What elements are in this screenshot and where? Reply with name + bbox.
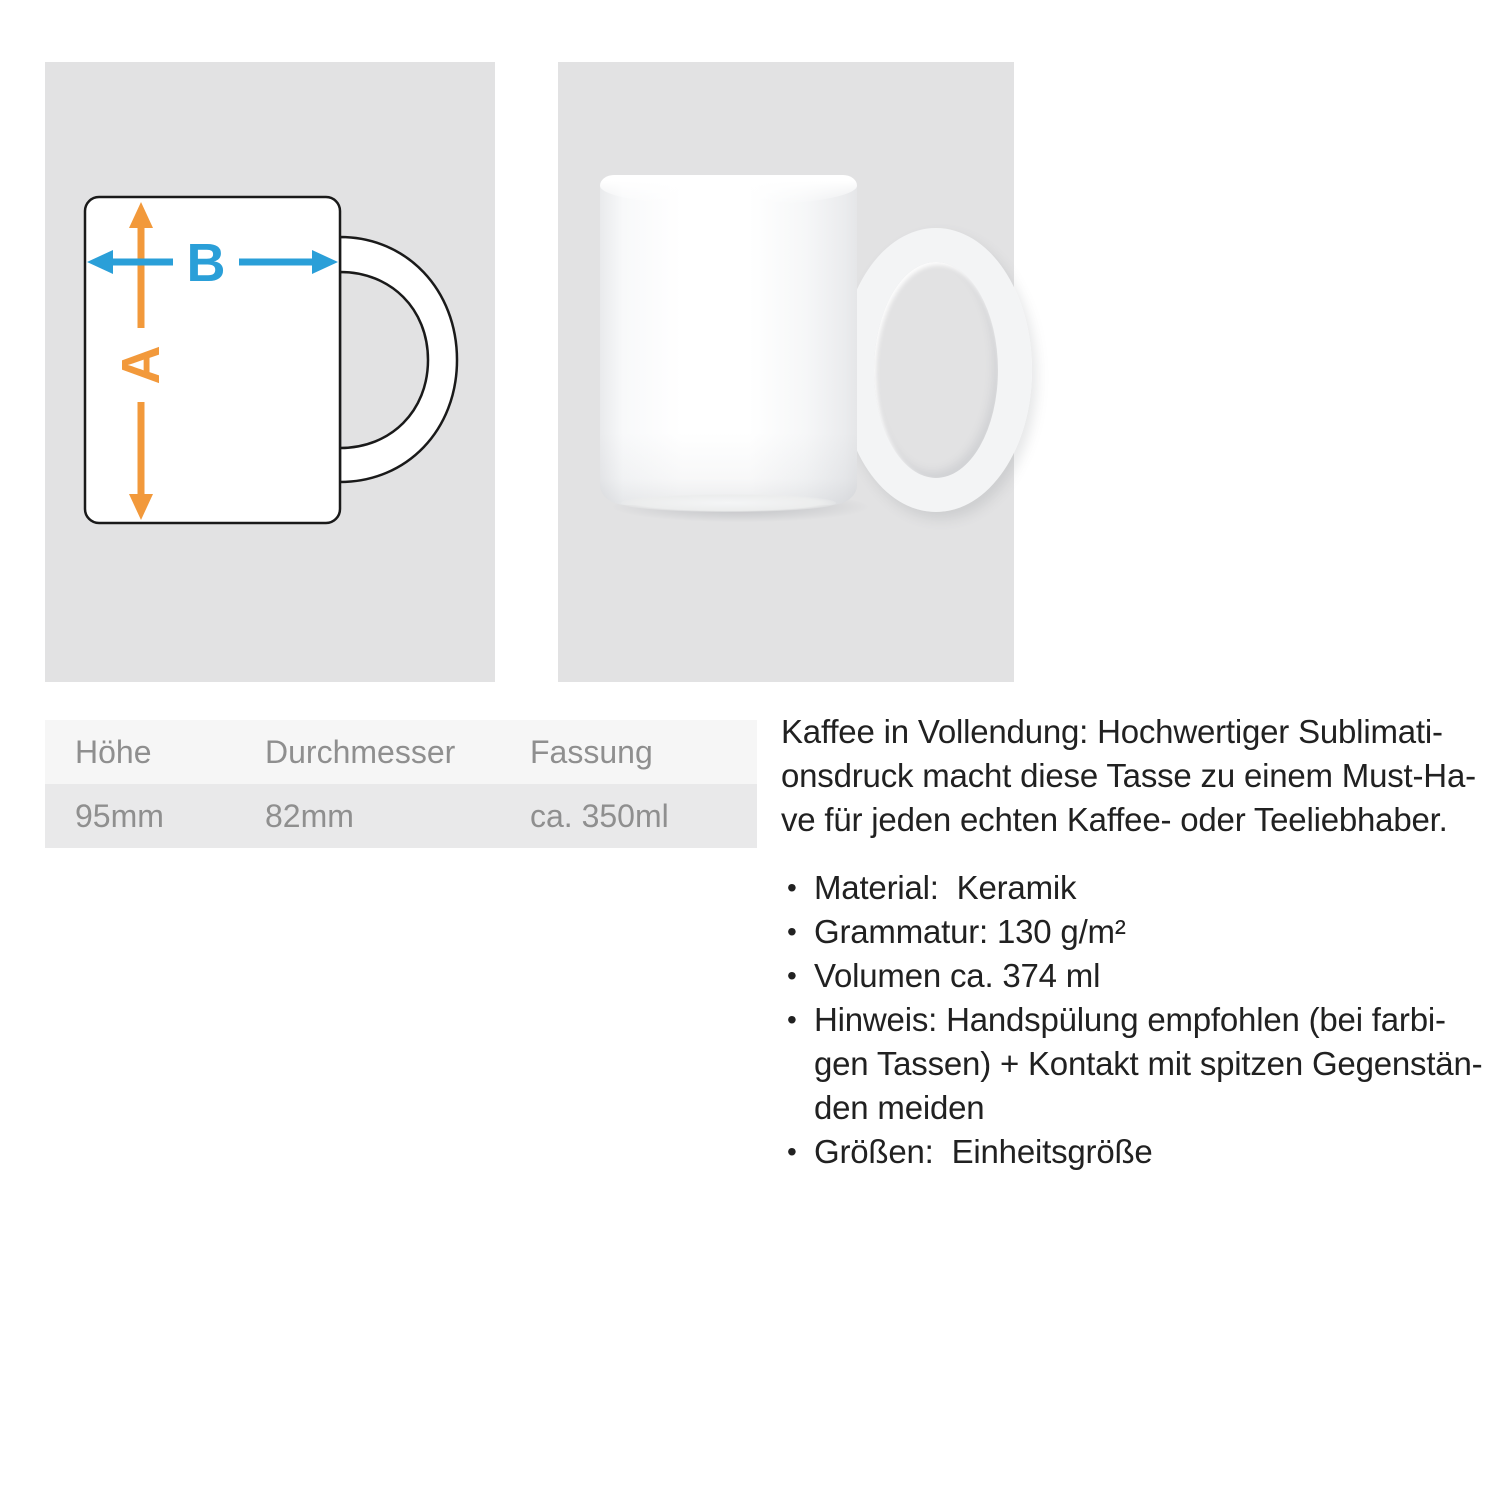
bullet-icon: •: [787, 916, 797, 947]
width-label-b: B: [186, 233, 226, 293]
paragraph-line: Kaffee in Vollendung: Hochwertiger Sublimati-: [781, 713, 1443, 750]
specs-header-fassung: Fassung: [530, 733, 653, 770]
specs-value-row: [45, 784, 757, 848]
mug-handle: [840, 228, 1032, 512]
specs-table: [45, 720, 757, 848]
feature-item-volumen: • Volumen ca. 374 ml: [781, 954, 1486, 998]
specs-value-durchmesser: 82mm: [265, 797, 354, 834]
bullet-icon: •: [787, 960, 797, 991]
feature-item-grammatur: • Grammatur: 130 g/m²: [781, 910, 1486, 954]
mug-photo: [558, 62, 1014, 682]
dimension-diagram-panel: [45, 62, 495, 682]
height-label-a: A: [111, 345, 171, 385]
bullet-icon: •: [787, 1136, 797, 1167]
description-paragraph: [781, 710, 1486, 842]
bullet-icon: •: [787, 872, 797, 903]
bullet-icon: •: [787, 1004, 797, 1035]
specs-header-durchmesser: Durchmesser: [265, 733, 456, 770]
product-photo-panel: [558, 62, 1014, 682]
feature-item-material: • Material: Keramik: [781, 866, 1486, 910]
paragraph-line: onsdruck macht diese Tasse zu einem Must-Ha-: [781, 757, 1476, 794]
specs-header-hoehe: Höhe: [75, 733, 152, 770]
feature-list: [781, 866, 1486, 1174]
mug-dimension-diagram: [45, 62, 495, 682]
product-description: [781, 710, 1486, 1174]
mug-body: [600, 175, 857, 505]
feature-item-groessen: • Größen: Einheitsgröße: [781, 1130, 1486, 1174]
feature-item-hinweis: • Hinweis: Handspülung empfohlen (bei farbi- gen Tassen) + Kontakt mit spitzen Gegenstän- den meiden: [781, 998, 1486, 1130]
specs-value-fassung: ca. 350ml: [530, 797, 669, 834]
specs-value-hoehe: 95mm: [75, 797, 164, 834]
specs-header-row: [45, 720, 757, 784]
paragraph-line: ve für jeden echten Kaffee- oder Teeliebhaber.: [781, 801, 1448, 838]
